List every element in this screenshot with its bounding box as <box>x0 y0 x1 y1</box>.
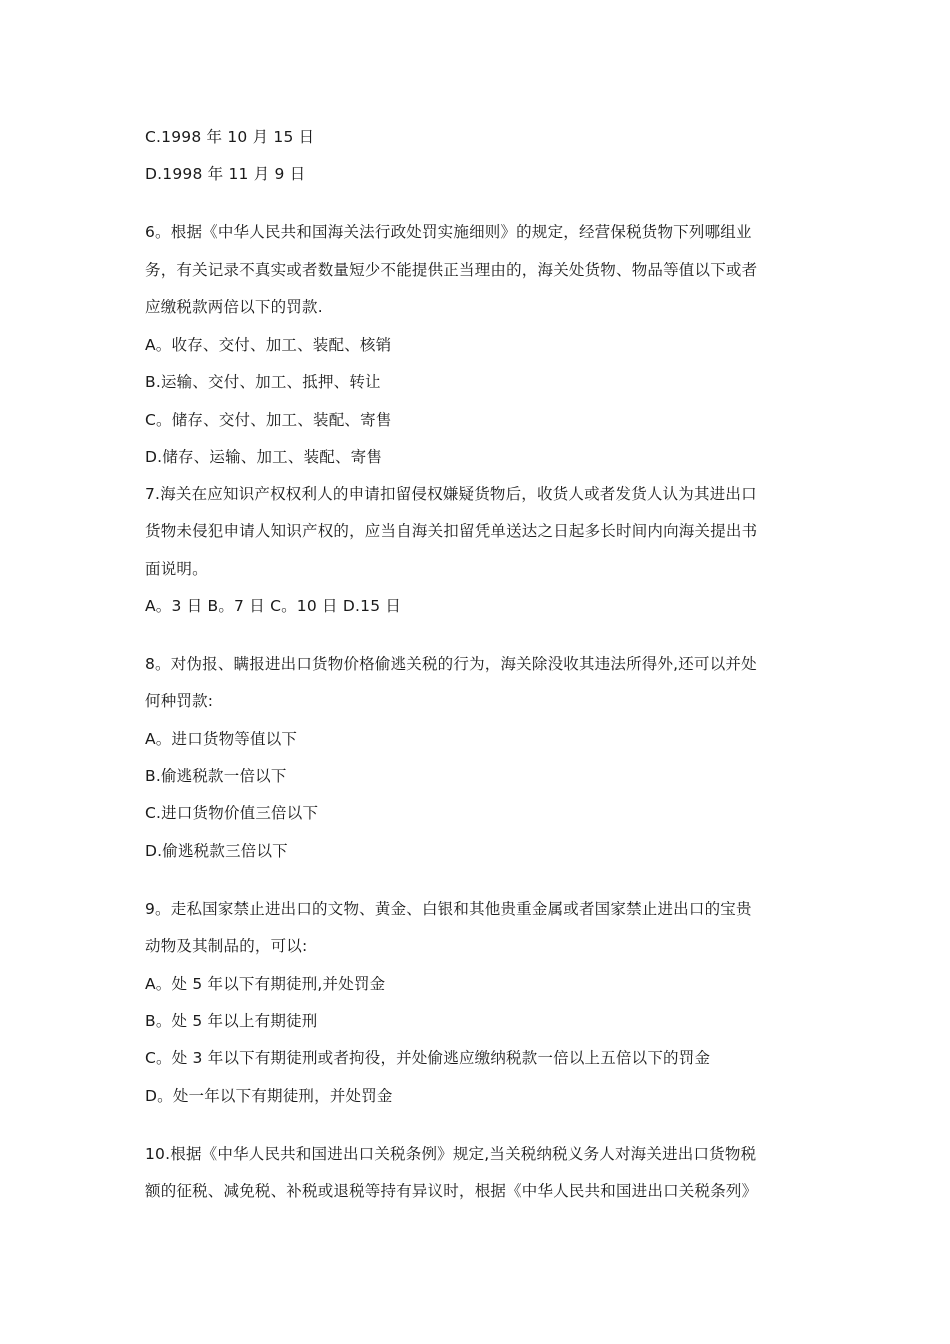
q8-option-a: A。进口货物等值以下 <box>145 730 298 748</box>
q5-option-c: C.1998 年 10 月 15 日 <box>145 128 315 146</box>
q9-option-d: D。处一年以下有期徒刑，并处罚金 <box>145 1087 393 1105</box>
q6-option-a: A。收存、交付、加工、装配、核销 <box>145 336 392 354</box>
q5-option-d: D.1998 年 11 月 9 日 <box>145 165 306 183</box>
q10-stem-line-1: 10.根据《中华人民共和国进出口关税条例》规定,当关税纳税义务人对海关进出口货物税 <box>145 1145 757 1163</box>
q9-stem-line-1: 9。走私国家禁止进出口的文物、黄金、白银和其他贵重金属或者国家禁止进出口的宝贵 <box>145 900 752 918</box>
q6-option-d: D.储存、运输、加工、装配、寄售 <box>145 448 383 466</box>
q6-stem-line-1: 6。根据《中华人民共和国海关法行政处罚实施细则》的规定，经营保税货物下列哪组业 <box>145 223 752 241</box>
q6-stem-line-3: 应缴税款两倍以下的罚款. <box>145 298 323 316</box>
q9-option-c: C。处 3 年以下有期徒刑或者拘役，并处偷逃应缴纳税款一倍以上五倍以下的罚金 <box>145 1049 711 1067</box>
q7-options: A。3 日 B。7 日 C。10 日 D.15 日 <box>145 597 402 615</box>
q8-stem-line-2: 何种罚款: <box>145 692 214 710</box>
q6-option-b: B.运输、交付、加工、抵押、转让 <box>145 373 381 391</box>
q8-option-c: C.进口货物价值三倍以下 <box>145 804 319 822</box>
q9-stem-line-2: 动物及其制品的，可以: <box>145 937 308 955</box>
q9-option-a: A。处 5 年以下有期徒刑,并处罚金 <box>145 975 386 993</box>
q8-stem-line-1: 8。对伪报、瞒报进出口货物价格偷逃关税的行为，海关除没收其违法所得外,还可以并处 <box>145 655 757 673</box>
q7-stem-line-3: 面说明。 <box>145 560 208 578</box>
q7-stem-line-1: 7.海关在应知识产权权利人的申请扣留侵权嫌疑货物后，收货人或者发货人认为其进出口 <box>145 485 757 503</box>
q6-option-c: C。储存、交付、加工、装配、寄售 <box>145 411 392 429</box>
q9-option-b: B。处 5 年以上有期徒刑 <box>145 1012 318 1030</box>
q6-stem-line-2: 务，有关记录不真实或者数量短少不能提供正当理由的，海关处货物、物品等值以下或者 <box>145 261 758 279</box>
q8-option-d: D.偷逃税款三倍以下 <box>145 842 288 860</box>
q10-stem-line-2: 额的征税、减免税、补税或退税等持有异议时，根据《中华人民共和国进出口关税条列》 <box>145 1182 758 1200</box>
q7-stem-line-2: 货物未侵犯申请人知识产权的，应当自海关扣留凭单送达之日起多长时间内向海关提出书 <box>145 522 758 540</box>
q8-option-b: B.偷逃税款一倍以下 <box>145 767 287 785</box>
